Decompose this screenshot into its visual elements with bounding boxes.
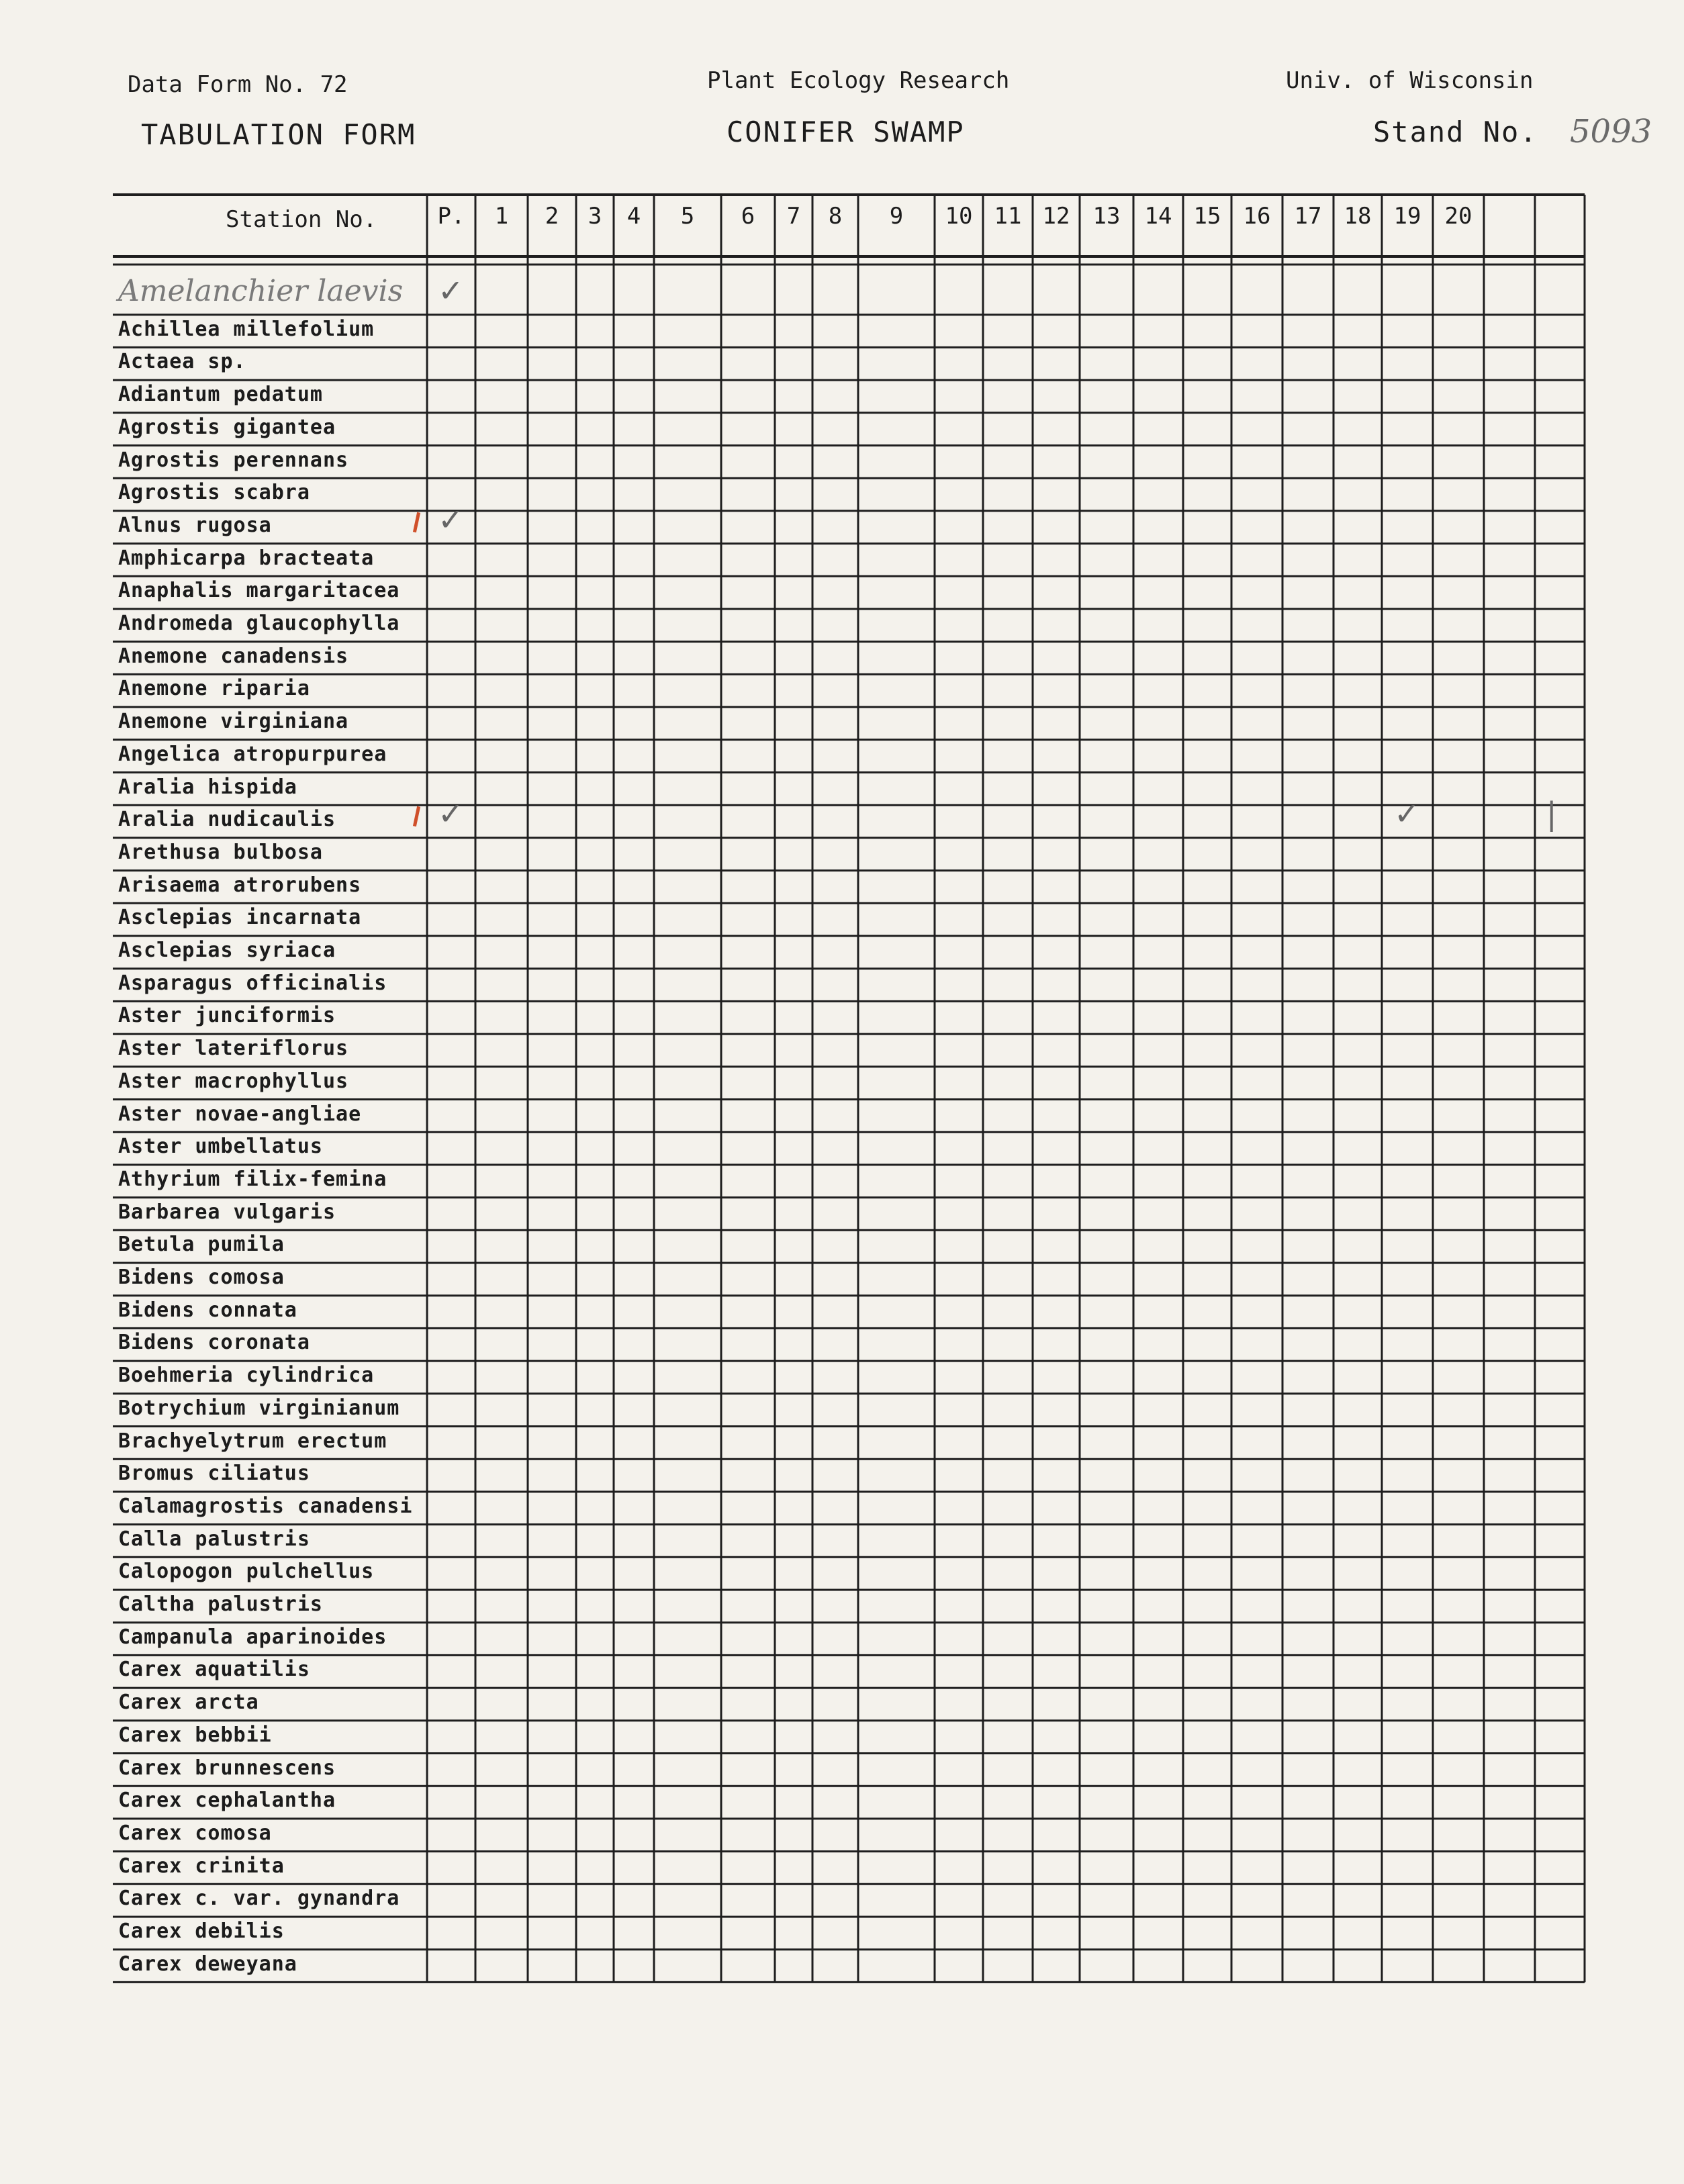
species-row-label: Bidens comosa	[118, 1266, 285, 1289]
column-header: 14	[1144, 203, 1172, 230]
species-row-label: Betula pumila	[118, 1233, 285, 1257]
species-row-label: Brachyelytrum erectum	[118, 1429, 387, 1453]
species-row-label: Aster lateriflorus	[118, 1037, 349, 1061]
species-row-label: Boehmeria cylindrica	[118, 1364, 375, 1388]
species-row-label: Bidens connata	[118, 1298, 297, 1322]
column-header: 11	[994, 203, 1022, 230]
university: Univ. of Wisconsin	[1286, 67, 1534, 94]
species-row-label: Carex crinita	[118, 1854, 285, 1878]
species-row-label: Carex comosa	[118, 1821, 272, 1845]
column-header: 15	[1193, 203, 1221, 230]
column-header: 12	[1042, 203, 1070, 230]
species-row-label: Carex arcta	[118, 1691, 259, 1715]
column-header: 8	[828, 203, 843, 230]
column-header: 6	[741, 203, 755, 230]
stand-label: Stand No.	[1373, 115, 1538, 148]
community-title: CONIFER SWAMP	[727, 115, 965, 148]
species-row-label: Bromus ciliatus	[118, 1462, 310, 1486]
column-header: P.	[437, 203, 465, 230]
check-mark: ✓	[438, 501, 464, 538]
species-row-label: Calopogon pulchellus	[118, 1560, 375, 1584]
stand-number-handwritten: 5093	[1570, 113, 1652, 150]
column-header: 5	[680, 203, 695, 230]
form-number: Data Form No. 72	[128, 71, 348, 98]
species-row-label: Actaea sp.	[118, 350, 246, 374]
species-row-label: Carex bebbii	[118, 1723, 272, 1747]
species-row-label: Carex debilis	[118, 1919, 285, 1943]
column-header: 3	[588, 203, 602, 230]
organization: Plant Ecology Research	[707, 67, 1010, 94]
species-row-label: Carex deweyana	[118, 1952, 297, 1976]
species-row-label: Carex brunnescens	[118, 1756, 336, 1780]
column-header: 7	[786, 203, 801, 230]
species-row-label: Arisaema atrorubens	[118, 873, 362, 897]
species-row-label: Athyrium filix-femina	[118, 1167, 387, 1191]
species-row-label: Agrostis gigantea	[118, 415, 336, 439]
species-row-label: Arethusa bulbosa	[118, 840, 323, 864]
species-row-label: Agrostis perennans	[118, 448, 349, 472]
species-row-label: Carex cephalantha	[118, 1789, 336, 1813]
species-row-label: Bidens coronata	[118, 1331, 310, 1355]
column-header: 18	[1344, 203, 1372, 230]
column-header: 17	[1294, 203, 1322, 230]
species-row-label: Aster macrophyllus	[118, 1069, 349, 1093]
species-row-label: Amelanchier laevis	[118, 274, 404, 308]
species-row-label: Asparagus officinalis	[118, 971, 387, 995]
species-row-label: Anemone riparia	[118, 677, 310, 701]
species-row-label: Agrostis scabra	[118, 481, 310, 505]
column-header: 1	[494, 203, 509, 230]
species-row-label: Aralia hispida	[118, 775, 297, 799]
species-row-label: Calla palustris	[118, 1527, 310, 1551]
species-row-label: Asclepias incarnata	[118, 906, 362, 930]
species-row-label: Campanula aparinoides	[118, 1625, 387, 1649]
check-mark: ✓	[438, 273, 464, 309]
column-header: 10	[945, 203, 973, 230]
column-header: 13	[1092, 203, 1121, 230]
station-number-header: Station No.	[226, 206, 377, 233]
species-row-label: Andromeda glaucophylla	[118, 612, 400, 635]
species-row-label: Botrychium virginianum	[118, 1396, 400, 1420]
form-title: TABULATION FORM	[141, 118, 416, 151]
species-row-label: Asclepias syriaca	[118, 939, 336, 962]
column-header: 16	[1243, 203, 1271, 230]
species-row-label: Carex aquatilis	[118, 1658, 310, 1682]
species-row-label: Carex c. var. gynandra	[118, 1887, 400, 1911]
species-row-label: Barbarea vulgaris	[118, 1200, 336, 1224]
species-row-label: Calamagrostis canadensi	[118, 1494, 413, 1518]
check-mark: ✓	[438, 796, 464, 833]
species-row-label: Anemone virginiana	[118, 710, 349, 734]
species-row-label: Anaphalis margaritacea	[118, 579, 400, 603]
column-header: 20	[1444, 203, 1472, 230]
species-row-label: Alnus rugosa	[118, 513, 272, 537]
column-header: 9	[889, 203, 904, 230]
species-row-label: Achillea millefolium	[118, 317, 375, 341]
column-header: 2	[545, 203, 559, 230]
species-row-label: Anemone canadensis	[118, 644, 349, 668]
species-row-label: Angelica atropurpurea	[118, 742, 387, 766]
check-mark: |	[1546, 796, 1557, 833]
column-header: 19	[1393, 203, 1421, 230]
species-row-label: Aster umbellatus	[118, 1135, 323, 1159]
column-header: 4	[626, 203, 641, 230]
species-row-label: Adiantum pedatum	[118, 383, 323, 407]
species-row-label: Caltha palustris	[118, 1593, 323, 1616]
species-row-label: Aster junciformis	[118, 1004, 336, 1028]
check-mark: ✓	[1394, 796, 1420, 833]
species-row-label: Amphicarpa bracteata	[118, 546, 375, 570]
species-row-label: Aralia nudicaulis	[118, 808, 336, 832]
species-row-label: Aster novae-angliae	[118, 1102, 362, 1126]
